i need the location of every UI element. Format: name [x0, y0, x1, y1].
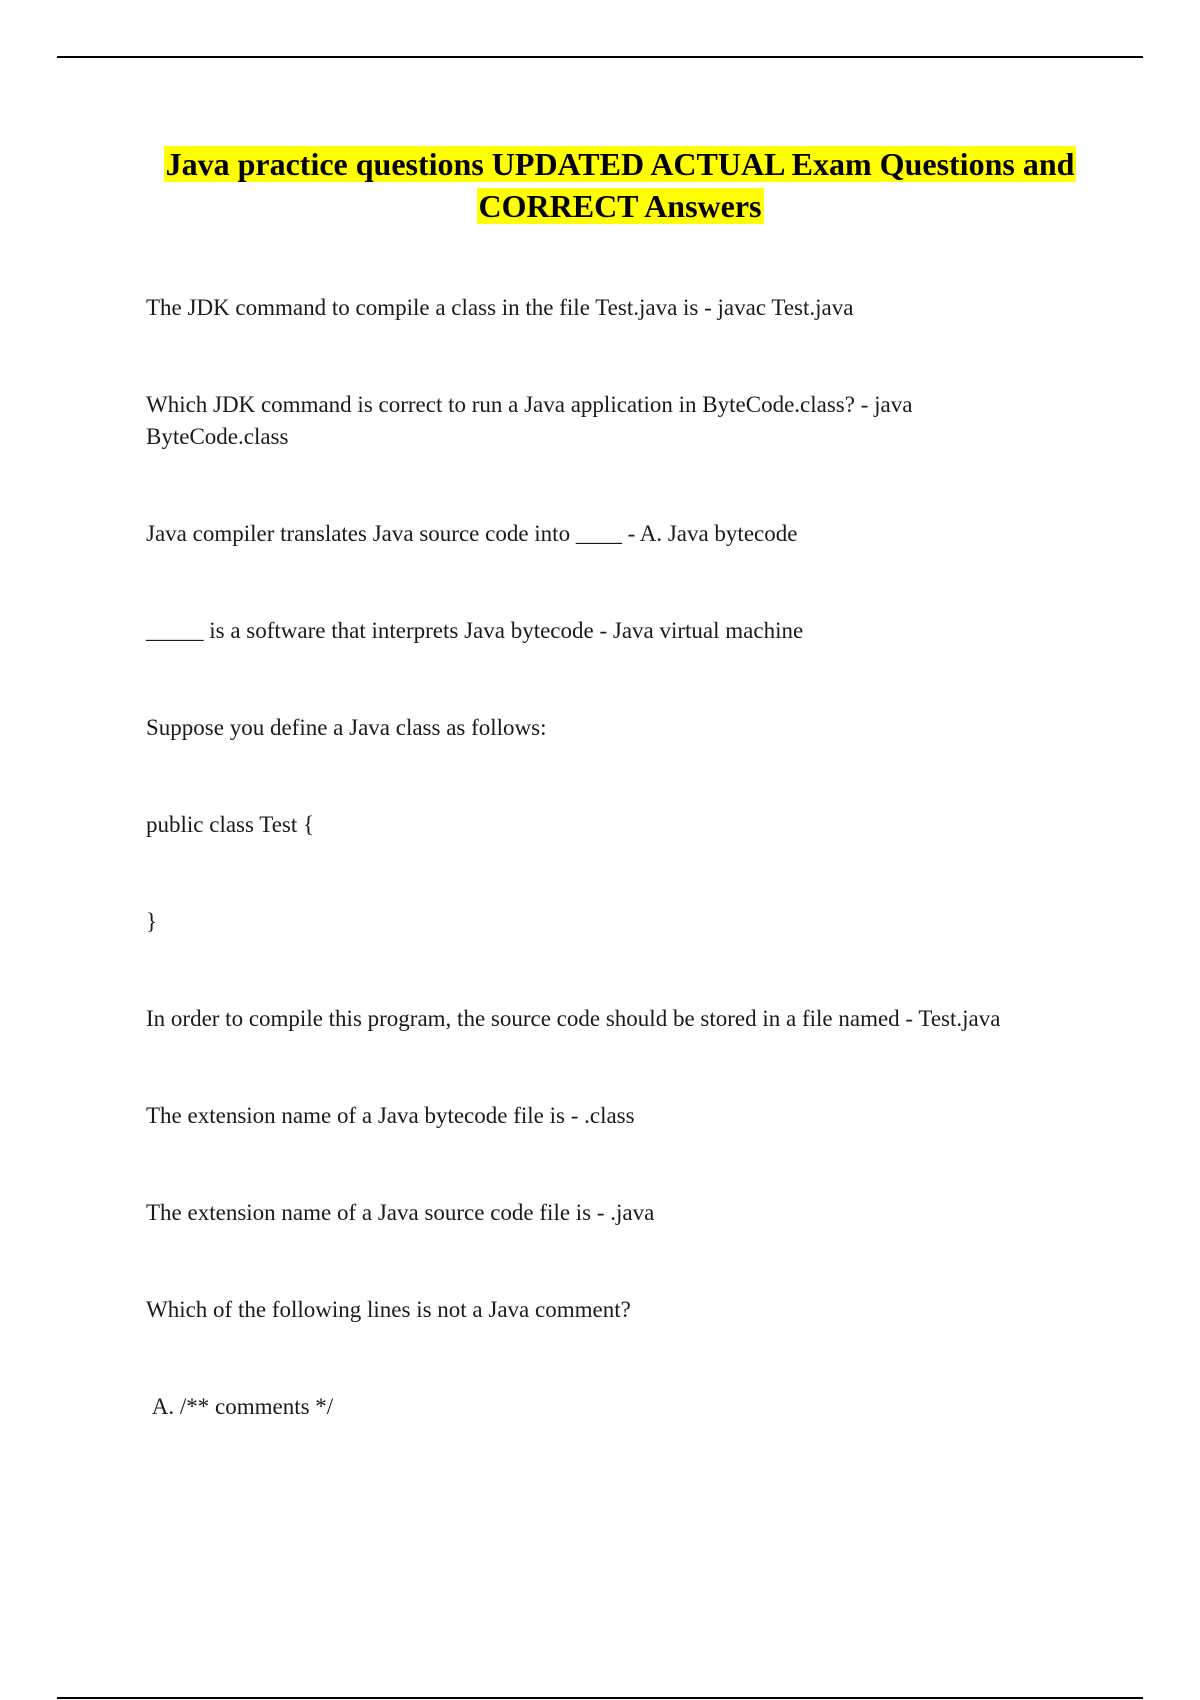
question-paragraph: The extension name of a Java bytecode file is - .class: [146, 1103, 635, 1128]
question-paragraph: Java compiler translates Java source code into ____ - A. Java bytecode: [146, 521, 798, 546]
title-line-1: Java practice questions UPDATED ACTUAL Exam Questions and: [165, 146, 1075, 182]
question-paragraph: The JDK command to compile a class in the file Test.java is - javac Test.java: [146, 295, 854, 320]
question-paragraph: The extension name of a Java source code file is - .java: [146, 1200, 655, 1225]
code-line: public class Test {: [146, 812, 315, 837]
document-title: [80, 143, 1160, 227]
question-paragraph: In order to compile this program, the source code should be stored in a file named - Test.java: [146, 1006, 1001, 1031]
bottom-rule: [57, 1697, 1143, 1699]
question-paragraph: Which JDK command is correct to run a Java application in ByteCode.class? - java ByteCode.class: [146, 392, 913, 449]
question-paragraph: Suppose you define a Java class as follows:: [146, 715, 547, 740]
top-rule: [57, 56, 1143, 58]
question-paragraph: Which of the following lines is not a Java comment?: [146, 1297, 631, 1322]
answer-option: A. /** comments */: [146, 1394, 334, 1419]
question-paragraph: _____ is a software that interprets Java bytecode - Java virtual machine: [146, 618, 804, 643]
title-line-2: CORRECT Answers: [478, 188, 762, 224]
code-line: }: [146, 909, 158, 934]
